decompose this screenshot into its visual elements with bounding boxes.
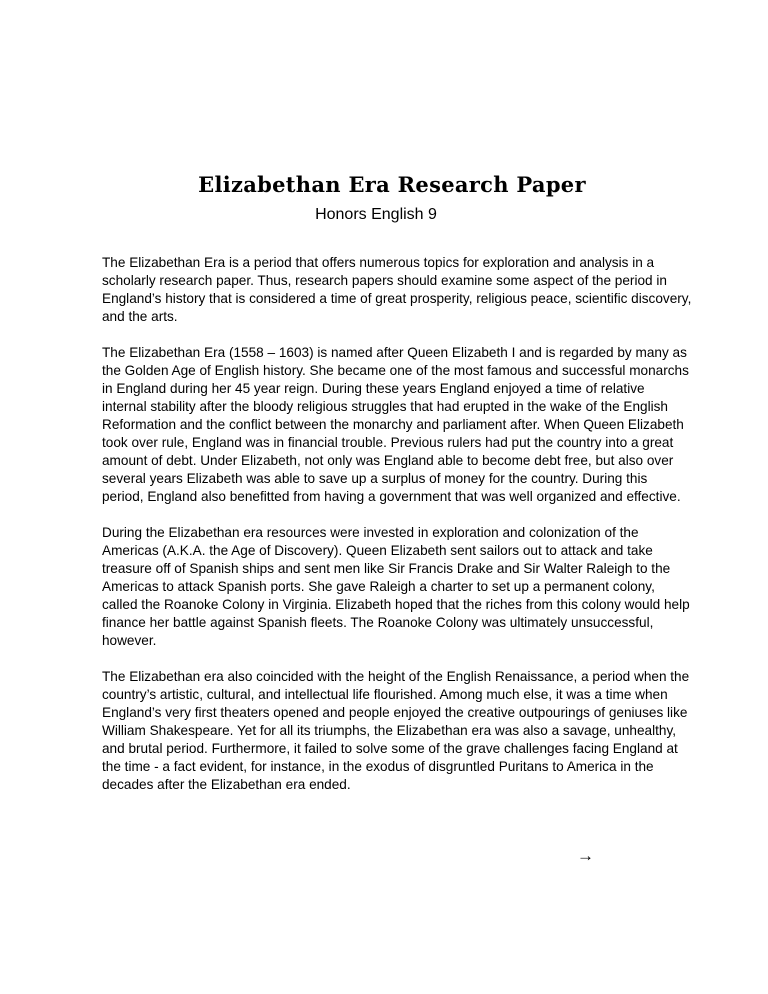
page-subtitle: Honors English 9 <box>315 206 437 223</box>
paragraph-exploration: During the Elizabethan era resources were invested in exploration and colonization of the Americas (A.K.A. the Age of Discovery). Queen Elizabeth sent sailors out to attack and take treasure off of Spanish ships and sent men like Sir Francis Drake and Sir Walter Raleigh to the Americas to attack Spanish ports. She gave Raleigh a charter to set up a permanent colony, called the Roanoke Colony in Virginia. Elizabeth hoped that the riches from this colony would help finance her battle against Spanish fleets. The Roanoke Colony was ultimately unsuccessful, however. <box>102 525 690 648</box>
document-body <box>102 254 692 812</box>
paragraph-intro: The Elizabethan Era is a period that offers numerous topics for exploration and analysis in a scholarly research paper. Thus, research papers should examine some aspect of the period in England’s history that is considered a time of great prosperity, religious peace, scientific discovery, and the arts. <box>102 255 692 324</box>
page-title: Elizabethan Era Research Paper <box>198 172 586 197</box>
paragraph-renaissance: The Elizabethan era also coincided with the height of the English Renaissance, a period when the country’s artistic, cultural, and intellectual life flourished. Among much else, it was a time when England’s very first theaters opened and people enjoyed the creative outpourings of geniuses like William Shakespeare. Yet for all its triumphs, the Elizabethan era was also a savage, unhealthy, and brutal period. Furthermore, it failed to solve some of the grave challenges facing England at the time - a fact evident, for instance, in the exodus of disgruntled Puritans to America in the decades after the Elizabethan era ended. <box>102 669 690 792</box>
right-arrow-icon: → <box>577 846 594 865</box>
paragraph-golden-age: The Elizabethan Era (1558 – 1603) is named after Queen Elizabeth I and is regarded by many as the Golden Age of English history. She became one of the most famous and successful monarchs in England during her 45 year reign. During these years England enjoyed a time of relative internal stability after the bloody religious struggles that had erupted in the wake of the English Reformation and the conflict between the monarchy and parliament after. When Queen Elizabeth took over rule, England was in financial trouble. Previous rulers had put the country into a great amount of debt. Under Elizabeth, not only was England able to become debt free, but also over several years Elizabeth was able to save up a surplus of money for the country. During this period, England also benefitted from having a government that was well organized and effective. <box>102 345 689 504</box>
